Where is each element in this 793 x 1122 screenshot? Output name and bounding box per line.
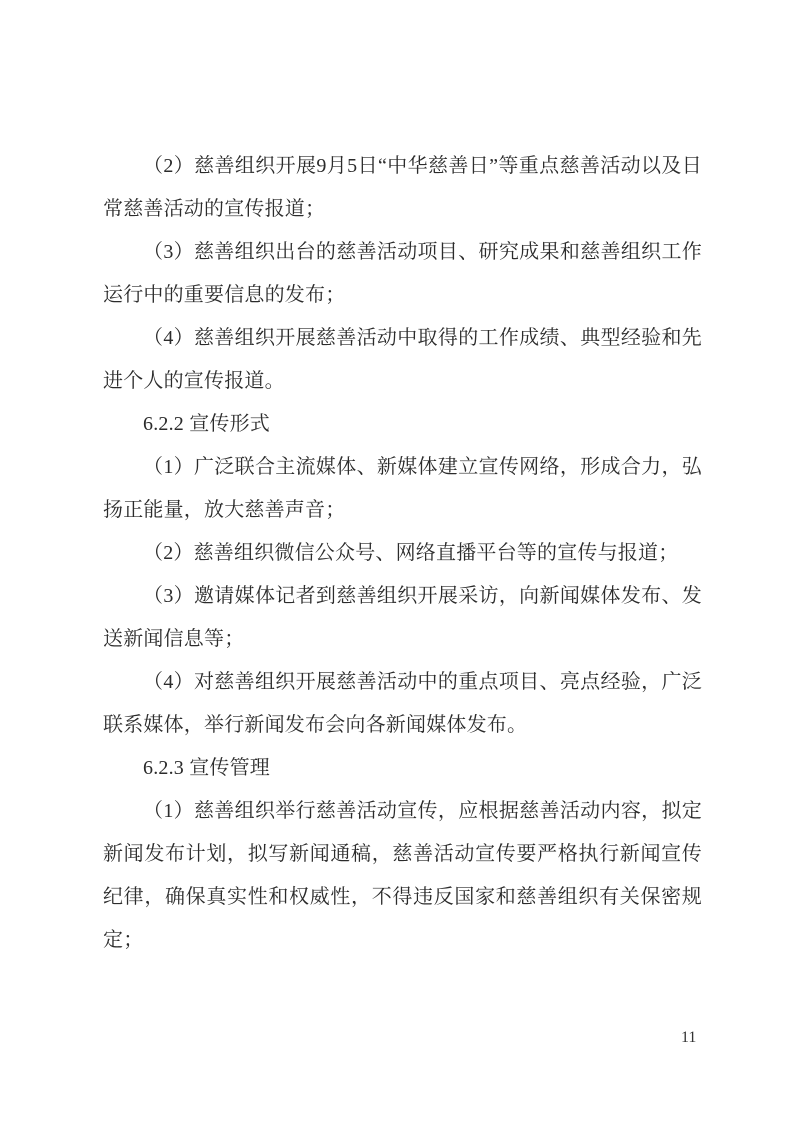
section-heading: 6.2.3 宣传管理 [143,757,270,779]
paragraph: （4）慈善组织开展慈善活动中取得的工作成绩、典型经验和先进个人的宣传报道。 [103,327,702,392]
section-heading: 6.2.2 宣传形式 [143,413,270,435]
paragraph: （2）慈善组织开展9月5日“中华慈善日”等重点慈善活动以及日常慈善活动的宣传报道； [103,155,702,220]
paragraph: （1）慈善组织举行慈善活动宣传，应根据慈善活动内容，拟定新闻发布计划，拟写新闻通稿，慈善活动宣传要严格执行新闻宣传纪律，确保真实性和权威性，不得违反国家和慈善组织有关保密规定； [103,800,702,951]
paragraph: （1）广泛联合主流媒体、新媒体建立宣传网络，形成合力，弘扬正能量，放大慈善声音； [103,456,702,521]
document-body [103,145,702,962]
paragraph: （2）慈善组织微信公众号、网络直播平台等的宣传与报道； [143,542,679,564]
page-number: 11 [681,1029,697,1046]
paragraph: （3）邀请媒体记者到慈善组织开展采访，向新闻媒体发布、发送新闻信息等； [103,585,702,650]
paragraph: （4）对慈善组织开展慈善活动中的重点项目、亮点经验，广泛联系媒体，举行新闻发布会向各新闻媒体发布。 [103,671,702,736]
paragraph: （3）慈善组织出台的慈善活动项目、研究成果和慈善组织工作运行中的重要信息的发布； [103,241,702,306]
